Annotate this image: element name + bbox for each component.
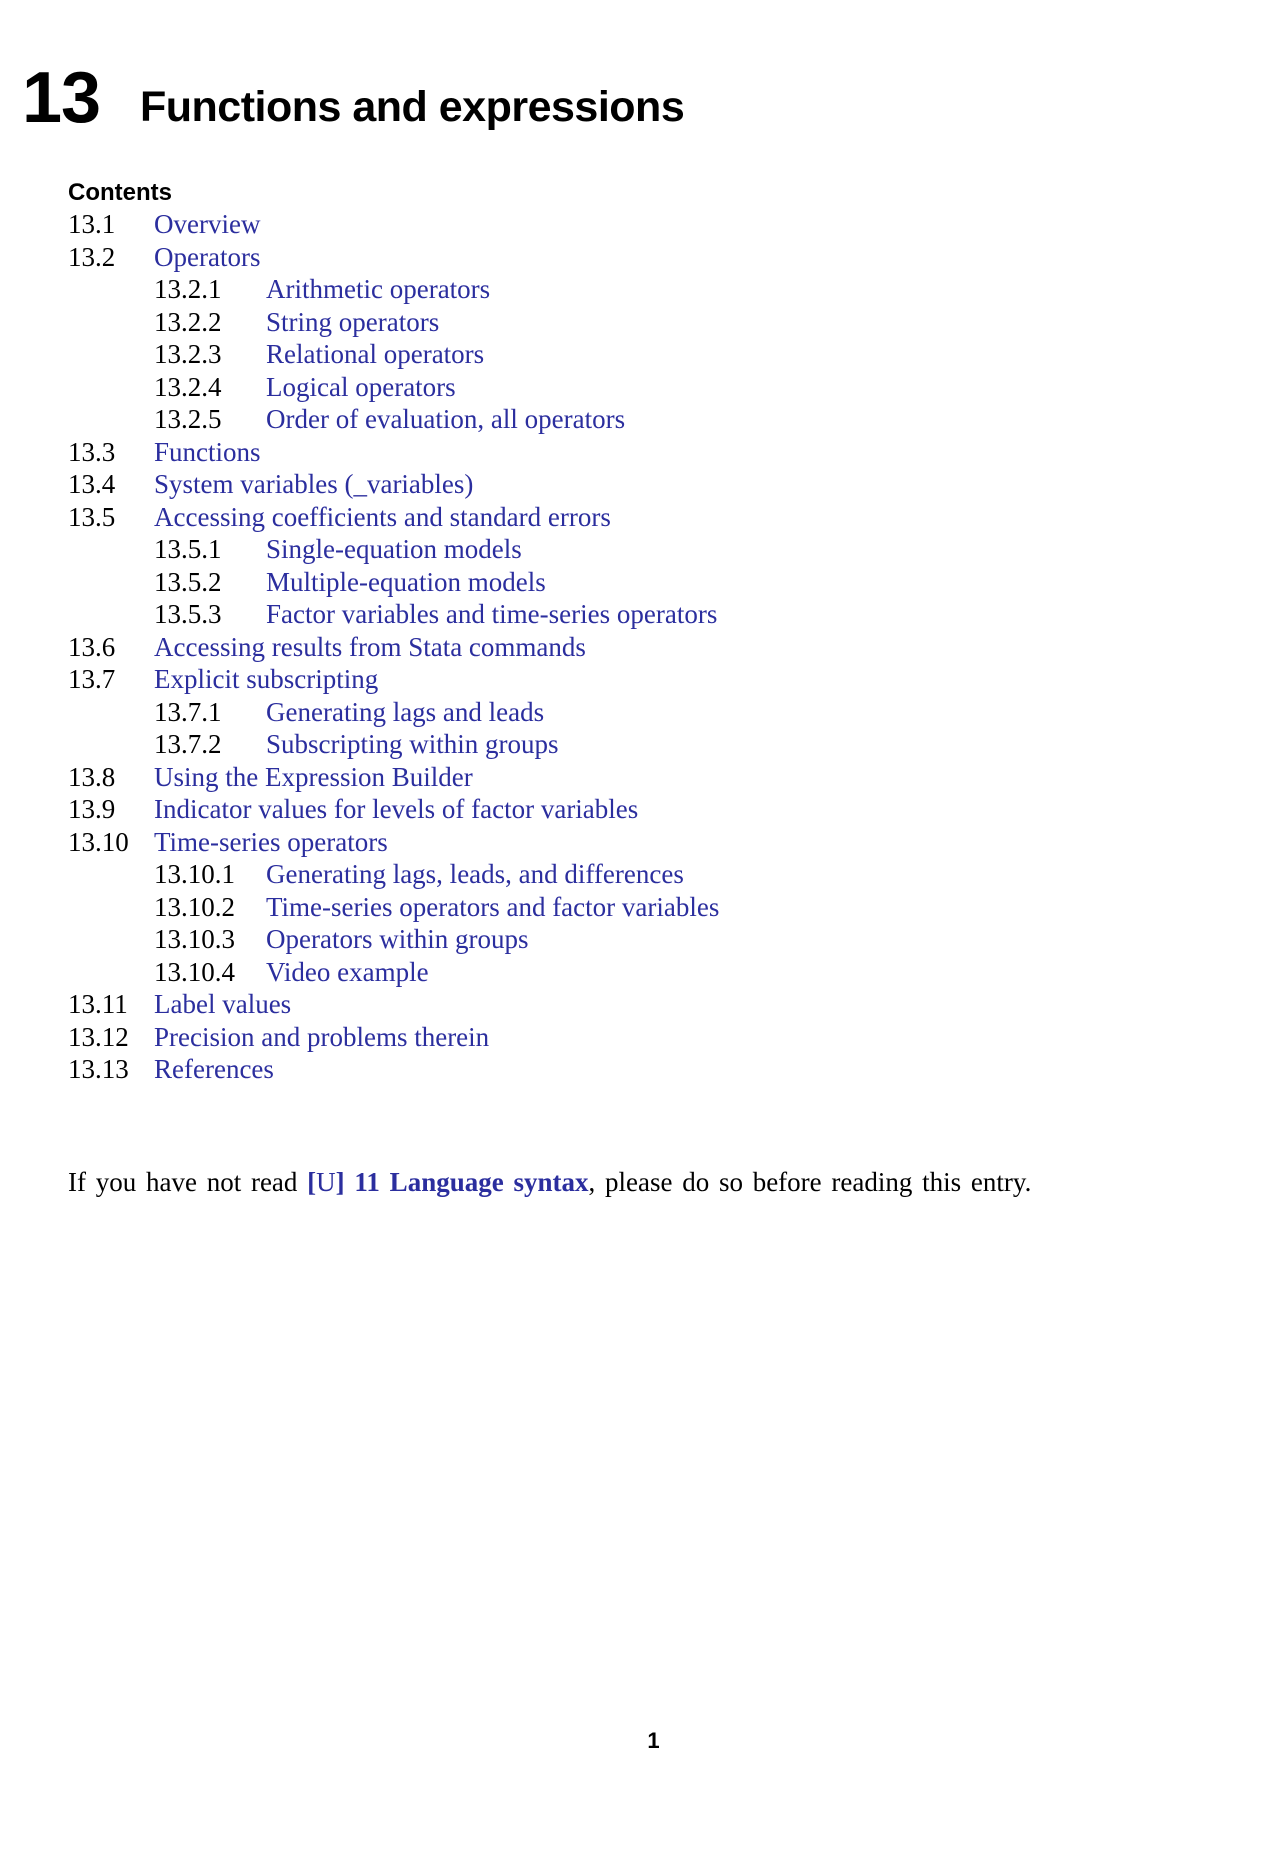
ref-title: 11 Language syntax <box>354 1167 589 1197</box>
toc-entry <box>68 923 1218 956</box>
toc-entry <box>68 566 1218 599</box>
intro-paragraph <box>68 1165 1218 1199</box>
toc-entry-number: 13.2.4 <box>154 371 222 402</box>
toc-entry <box>68 696 1218 729</box>
toc-entry-link[interactable]: Logical operators <box>266 371 456 402</box>
toc-entry-link[interactable]: System variables (_variables) <box>154 469 474 499</box>
toc-entry-link[interactable]: Overview <box>154 209 261 239</box>
chapter-title: Functions and expressions <box>140 83 685 131</box>
toc-entry-number: 13.10.2 <box>154 891 235 922</box>
toc-entry <box>68 468 1218 501</box>
toc-entry <box>68 858 1218 891</box>
chapter-header <box>22 58 1222 138</box>
toc-entry-number: 13.8 <box>68 761 116 792</box>
toc-entry <box>68 241 1218 274</box>
contents-heading: Contents <box>68 179 172 206</box>
toc-entry-link[interactable]: Using the Expression Builder <box>154 761 473 792</box>
toc-entry <box>68 663 1218 696</box>
ref-bracket-open: [ <box>307 1167 317 1197</box>
toc-entry-number: 13.7.2 <box>154 729 222 759</box>
toc-entry-link[interactable]: Functions <box>154 436 261 467</box>
language-syntax-link[interactable] <box>307 1167 588 1197</box>
toc-entry-number: 13.12 <box>68 1021 129 1052</box>
toc-entry-number: 13.5.1 <box>154 534 222 564</box>
toc-entry-number: 13.6 <box>68 631 116 662</box>
toc-entry <box>68 436 1218 469</box>
toc-entry-link[interactable]: Multiple-equation models <box>266 566 546 597</box>
toc-entry <box>68 338 1218 371</box>
toc-entry <box>68 1021 1218 1054</box>
toc-entry-number: 13.1 <box>68 209 116 239</box>
intro-text-after: , please do so before reading this entry. <box>588 1167 1032 1197</box>
toc-entry-number: 13.9 <box>68 794 116 824</box>
toc-entry <box>68 891 1218 924</box>
toc-entry-link[interactable]: Accessing coefficients and standard errors <box>154 501 611 532</box>
toc-entry <box>68 533 1218 566</box>
chapter-number: 13 <box>22 58 101 138</box>
toc-entry <box>68 273 1218 306</box>
toc-entry <box>68 793 1218 826</box>
toc-entry-link[interactable]: Precision and problems therein <box>154 1021 490 1052</box>
toc-entry-link[interactable]: Time-series operators <box>154 826 388 857</box>
toc-entry-link[interactable]: Generating lags and leads <box>266 696 545 727</box>
toc-entry-number: 13.7.1 <box>154 696 222 727</box>
toc-entry-link[interactable]: Generating lags, leads, and differences <box>266 859 684 889</box>
toc-entry <box>68 306 1218 339</box>
toc-entry-number: 13.11 <box>68 989 128 1019</box>
toc-entry-link[interactable]: Label values <box>154 989 292 1019</box>
toc-entry-number: 13.10 <box>68 826 129 857</box>
toc-entry-number: 13.5.3 <box>154 599 222 629</box>
toc-entry <box>68 208 1218 241</box>
page-number: 1 <box>647 1728 660 1753</box>
toc-entry-link[interactable]: Explicit subscripting <box>154 664 379 694</box>
toc-entry-link[interactable]: Factor variables and time-series operators <box>266 599 718 629</box>
toc-entry-link[interactable]: Time-series operators and factor variables <box>266 891 720 922</box>
toc-entry-number: 13.10.1 <box>154 859 235 889</box>
toc-entry-number: 13.2.3 <box>154 339 222 369</box>
table-of-contents <box>68 208 1218 1086</box>
toc-entry-link[interactable]: String operators <box>266 306 440 337</box>
toc-entry <box>68 728 1218 761</box>
toc-entry-link[interactable]: Video example <box>266 956 429 987</box>
toc-entry <box>68 598 1218 631</box>
toc-entry-number: 13.10.4 <box>154 956 235 987</box>
toc-entry-link[interactable]: Subscripting within groups <box>266 729 559 759</box>
toc-entry <box>68 403 1218 436</box>
toc-entry-number: 13.2.5 <box>154 404 222 434</box>
toc-entry-link[interactable]: Order of evaluation, all operators <box>266 404 626 434</box>
toc-entry-link[interactable]: Single-equation models <box>266 534 522 564</box>
toc-entry-link[interactable]: Operators <box>154 241 261 272</box>
toc-entry-number: 13.3 <box>68 436 116 467</box>
toc-entry-link[interactable]: Indicator values for levels of factor variables <box>154 794 639 824</box>
toc-entry <box>68 761 1218 794</box>
toc-entry-link[interactable]: Arithmetic operators <box>266 274 491 304</box>
toc-entry <box>68 956 1218 989</box>
toc-entry-number: 13.4 <box>68 469 116 499</box>
toc-entry <box>68 631 1218 664</box>
toc-entry-number: 13.7 <box>68 664 116 694</box>
toc-entry-link[interactable]: Accessing results from Stata commands <box>154 631 586 662</box>
ref-manual-code: U <box>316 1167 336 1197</box>
ref-bracket-close: ] <box>335 1167 345 1197</box>
toc-entry-number: 13.2.2 <box>154 306 222 337</box>
toc-entry <box>68 988 1218 1021</box>
toc-entry <box>68 826 1218 859</box>
toc-entry-number: 13.13 <box>68 1054 129 1084</box>
toc-entry-number: 13.2.1 <box>154 274 222 304</box>
toc-entry-number: 13.5 <box>68 501 116 532</box>
toc-entry-link[interactable]: Relational operators <box>266 339 485 369</box>
toc-entry-number: 13.2 <box>68 241 116 272</box>
toc-entry <box>68 501 1218 534</box>
intro-text-before: If you have not read <box>68 1167 308 1197</box>
toc-entry-number: 13.10.3 <box>154 924 235 954</box>
toc-entry <box>68 371 1218 404</box>
toc-entry <box>68 1053 1218 1086</box>
toc-entry-link[interactable]: References <box>154 1054 274 1084</box>
toc-entry-number: 13.5.2 <box>154 566 222 597</box>
toc-entry-link[interactable]: Operators within groups <box>266 924 529 954</box>
